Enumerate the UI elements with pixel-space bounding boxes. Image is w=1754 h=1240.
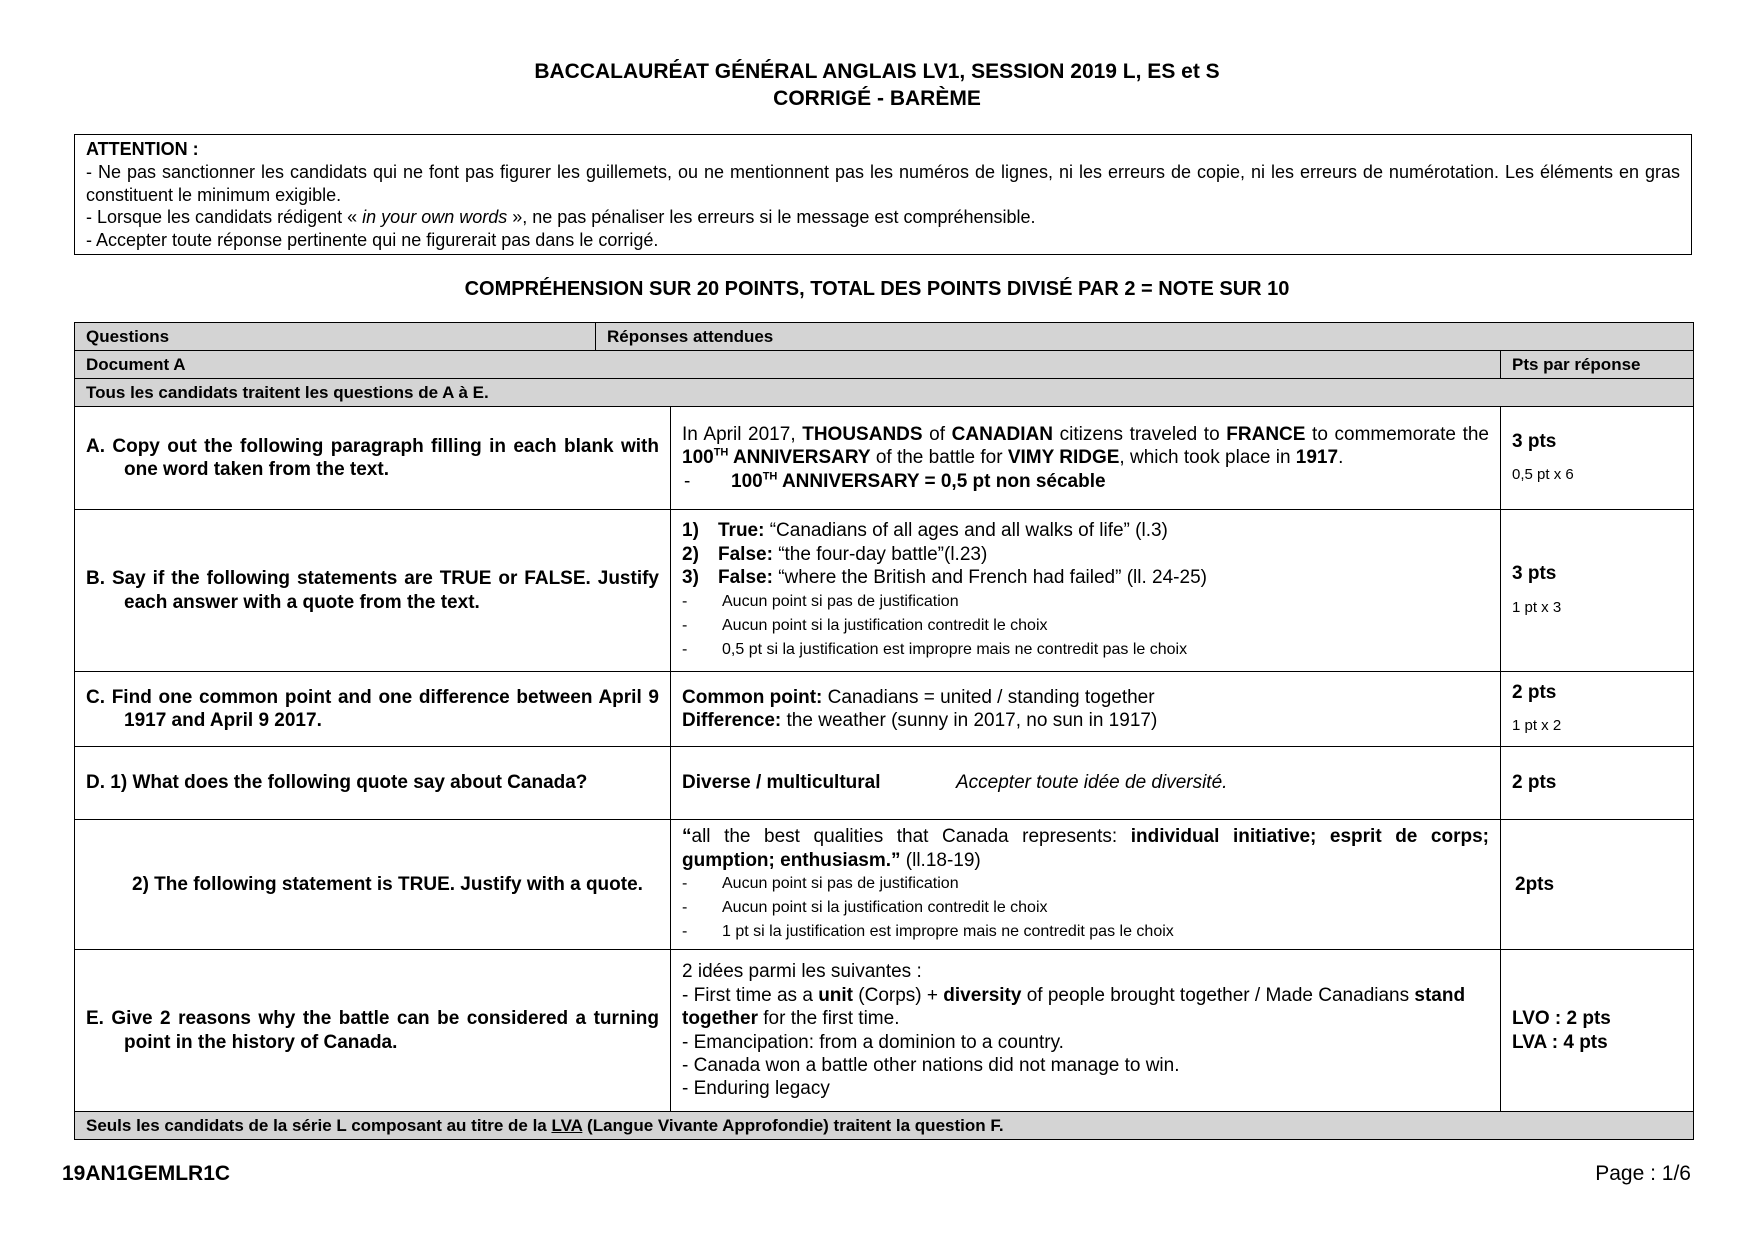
table-header-row xyxy=(75,323,1694,351)
points-d2: 2pts xyxy=(1501,820,1694,950)
header-pts: Pts par réponse xyxy=(1501,351,1694,379)
answer-a: In April 2017, THOUSANDS of CANADIAN citizens traveled to FRANCE to commemorate the 100TH ANNIVERSARY of the battle for VIMY RIDGE, which took place in 1917. - 100TH ANNIVERSARY = 0,5 pt non sécable xyxy=(671,407,1501,510)
question-d1: D. 1) What does the following quote say about Canada? xyxy=(75,747,671,820)
header-reponses: Réponses attendues xyxy=(596,323,1694,351)
answer-e: 2 idées parmi les suivantes : - First time as a unit (Corps) + diversity of people brought together / Made Canadians stand together for the first time. - Emancipation: from a dominion to a country. - Canada won a battle other nations did not manage to win. - Enduring legacy xyxy=(671,950,1501,1112)
table-doc-row xyxy=(75,351,1694,379)
answer-d2: “all the best qualities that Canada represents: individual initiative; esprit de corps; gumption; enthusiasm.” (ll.18-19) - Aucun point si pas de justification - Aucun point si la justification contredit le choix - 1 pt si la justification est impropre mais ne contredit pas le choix xyxy=(671,820,1501,950)
attention-line-3: - Accepter toute réponse pertinente qui ne figurerait pas dans le corrigé. xyxy=(86,230,659,251)
all-candidates-row xyxy=(75,379,1694,407)
table-row xyxy=(75,672,1694,747)
document-code: 19AN1GEMLR1C xyxy=(62,1162,231,1185)
header-questions: Questions xyxy=(75,323,596,351)
points-c: 2 pts 1 pt x 2 xyxy=(1501,672,1694,747)
answer-b: 1) True: “Canadians of all ages and all walks of life” (l.3) 2) False: “the four-day battle”(l.23) 3) False: “where the British and French had failed” (ll. 24-25) - Aucun point si pas de justification - Aucun point si la justification contredit le choix - 0,5 pt si la justification est impropre mais ne contredit pas le choix xyxy=(671,510,1501,672)
table-row xyxy=(75,510,1694,672)
points-e: LVO : 2 pts LVA : 4 pts xyxy=(1501,950,1694,1112)
document-title: BACCALAURÉAT GÉNÉRAL ANGLAIS LV1, SESSION 2019 L, ES et S xyxy=(534,60,1220,83)
attention-box xyxy=(74,134,1692,255)
question-e: E. Give 2 reasons why the battle can be considered a turning point in the history of Canada. xyxy=(75,950,671,1112)
answer-key-table xyxy=(74,322,1694,1140)
points-a: 3 pts 0,5 pt x 6 xyxy=(1501,407,1694,510)
attention-line-1: - Ne pas sanctionner les candidats qui ne font pas figurer les guillemets, ou ne mentionnent pas les numéros de lignes, ni les erreurs de copie, ni les erreurs de numérotation. Les éléments en gras constituent le minimum exigible. xyxy=(86,161,1680,205)
table-row xyxy=(75,407,1694,510)
points-d1: 2 pts xyxy=(1501,747,1694,820)
lva-note: Seuls les candidats de la série L composant au titre de la LVA (Langue Vivante Approfondie) traitent la question F. xyxy=(75,1112,1694,1140)
question-d2: 2) The following statement is TRUE. Justify with a quote. xyxy=(75,820,671,950)
all-candidates-note: Tous les candidats traitent les questions de A à E. xyxy=(75,379,1694,407)
question-a: A. Copy out the following paragraph filling in each blank with one word taken from the text. xyxy=(75,407,671,510)
header-document: Document A xyxy=(75,351,1501,379)
section-title: COMPRÉHENSION SUR 20 POINTS, TOTAL DES POINTS DIVISÉ PAR 2 = NOTE SUR 10 xyxy=(464,278,1290,300)
document-subtitle: CORRIGÉ - BARÈME xyxy=(773,87,981,110)
attention-line-2: - Lorsque les candidats rédigent « in your own words », ne pas pénaliser les erreurs si le message est compréhensible. xyxy=(86,207,1036,228)
answer-d1: Diverse / multicultural Accepter toute idée de diversité. xyxy=(671,747,1501,820)
question-c: C. Find one common point and one difference between April 9 1917 and April 9 2017. xyxy=(75,672,671,747)
lva-note-row xyxy=(75,1112,1694,1140)
attention-heading: ATTENTION : xyxy=(86,139,199,159)
answer-c: Common point: Canadians = united / standing together Difference: the weather (sunny in 2017, no sun in 1917) xyxy=(671,672,1501,747)
points-b: 3 pts 1 pt x 3 xyxy=(1501,510,1694,672)
page-number: Page : 1/6 xyxy=(1595,1162,1691,1185)
table-row xyxy=(75,820,1694,950)
question-b: B. Say if the following statements are TRUE or FALSE. Justify each answer with a quote from the text. xyxy=(75,510,671,672)
table-row xyxy=(75,747,1694,820)
table-row xyxy=(75,950,1694,1112)
